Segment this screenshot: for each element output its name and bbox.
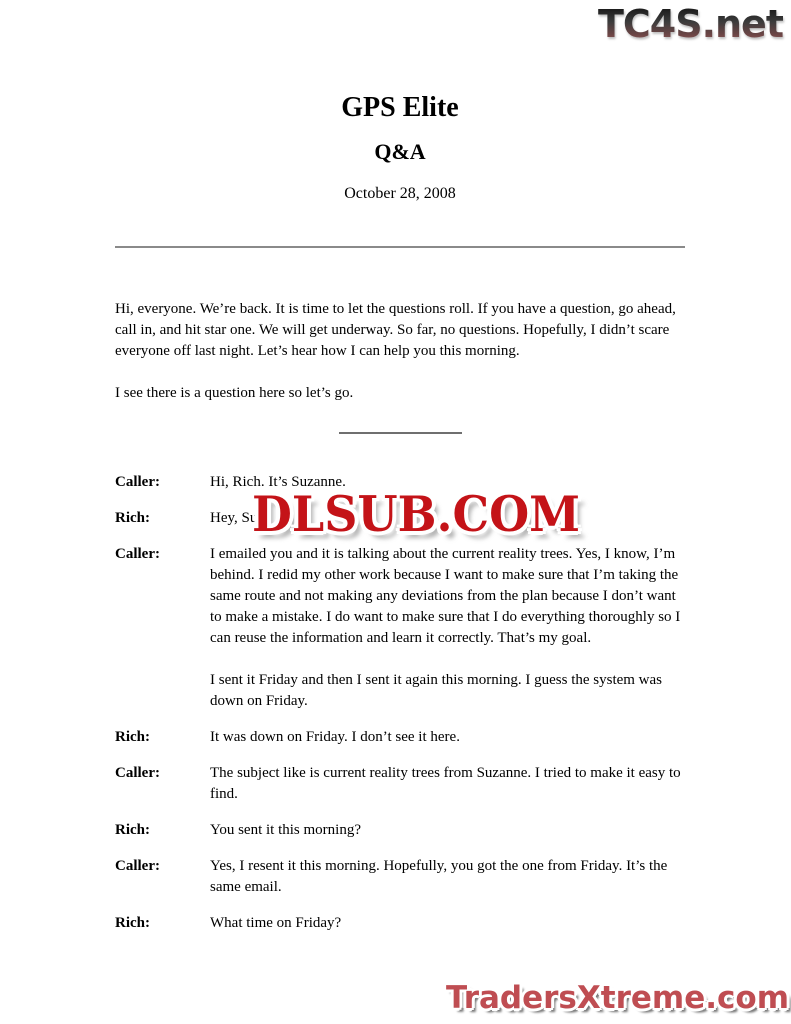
dialogue-row [115,913,685,934]
page-date: October 28, 2008 [344,185,456,202]
speaker-label: Rich: [115,729,150,745]
speech-paragraph-1: The subject like is current reality trees from Suzanne. I tried to make it easy to find. [210,765,681,802]
document-header [115,92,685,203]
intro-paragraph-1: Hi, everyone. We’re back. It is time to let the questions roll. If you have a question, go ahead, call in, and hit star one. We will get underway. So far, no questions. Hopefully, I didn’t scare everyone off last night. Let’s hear how I can help you this morning. [115,301,676,359]
dialogue-row [115,856,685,898]
tc4s-logo: TC4S.net [597,2,783,46]
dialogue-row [115,820,685,841]
speech-paragraph-1: You sent it this morning? [210,822,361,838]
speech [210,544,685,712]
speech-paragraph-1: I emailed you and it is talking about the current reality trees. Yes, I know, I’m behind. I redid my other work because I want to make sure that I’m taking the same route and not making any deviations from the plan because I don’t want to make a mistake. I do want to make sure that I do everything thoroughly so I can reuse the information and learn it correctly. That’s my goal. [210,546,681,646]
section-divider [339,432,462,434]
document-content [115,0,685,949]
dialogue-row [115,544,685,712]
speaker-label: Caller: [115,474,160,490]
dlsub-watermark: DLSUB.COM [252,485,581,543]
header-rule [115,246,685,248]
speech-paragraph-1: What time on Friday? [210,915,342,931]
speech-paragraph-1: Hi, Rich. It’s Suzanne. [210,474,346,490]
speech [210,856,685,898]
speaker-label: Rich: [115,822,150,838]
speech-paragraph-1: It was down on Friday. I don’t see it here. [210,729,460,745]
speaker-label: Rich: [115,510,150,526]
speech-paragraph-2: I sent it Friday and then I sent it again this morning. I guess the system was down on Friday. [210,672,663,709]
page-subtitle: Q&A [374,139,426,164]
intro-section [115,299,685,404]
speaker-label: Caller: [115,765,160,781]
speech-paragraph-1: Hey, Su [210,510,258,526]
speaker-label: Caller: [115,546,160,562]
speech [210,820,685,841]
speaker-label: Caller: [115,858,160,874]
speech [210,913,685,934]
intro-paragraph-2: I see there is a question here so let’s go. [115,385,354,401]
speech-paragraph-1: Yes, I resent it this morning. Hopefully, you got the one from Friday. It’s the same email. [210,858,668,895]
page-title: GPS Elite [341,92,459,123]
dialogue-row [115,763,685,805]
dialogue-row [115,727,685,748]
speech [210,727,685,748]
tradersxtreme-logo: TradersXtreme.com [445,980,789,1016]
speech [210,763,685,805]
speaker-label: Rich: [115,915,150,931]
